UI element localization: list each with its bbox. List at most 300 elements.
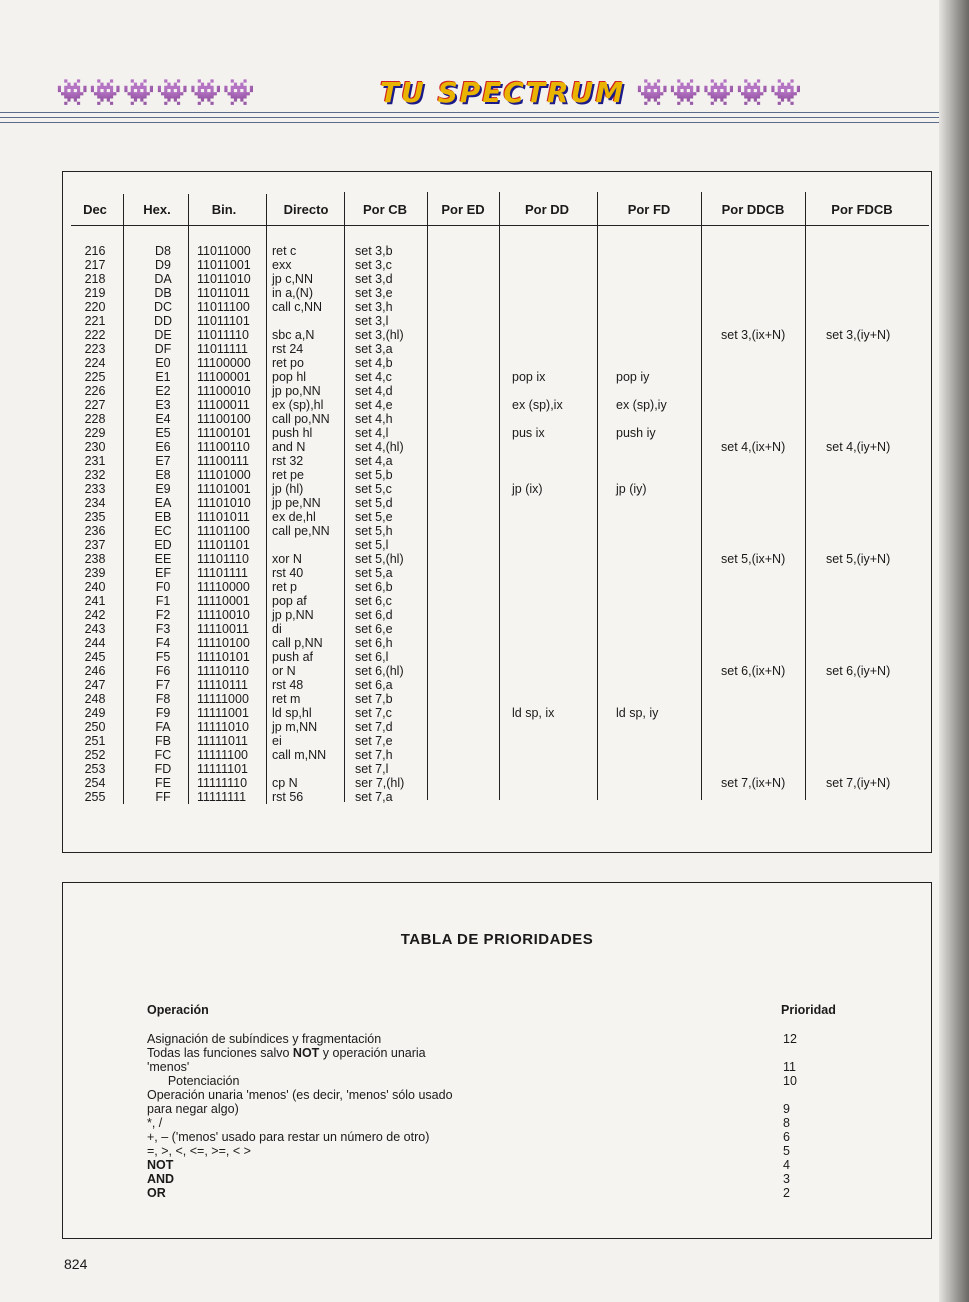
table-cell: set 6,h [355,636,393,650]
table-cell [826,482,890,496]
table-cell: set 7,a [355,790,393,804]
table-cell [512,790,563,804]
table-cell [512,286,563,300]
table-cell: 222 [84,328,106,342]
table-cell: 11011011 [197,286,250,300]
table-cell: rst 32 [272,454,304,468]
table-cell: call m,NN [272,748,327,762]
table-cell: E7 [155,454,171,468]
table-cell: set 3,(ix+N) [721,328,786,342]
table-cell: 249 [84,706,106,720]
table-cell [512,300,563,314]
table-cell: E9 [155,482,171,496]
table-cell: 11110000 [197,580,250,594]
table-cell [826,356,890,370]
table-cell [512,734,563,748]
table-cell: jp pe,NN [272,496,321,510]
table-cell: set 7,c [355,706,392,720]
table-cell [721,678,785,692]
table-cell: 232 [84,468,106,482]
table-cell: E4 [155,412,171,426]
table-cell [616,692,667,706]
column-header-hex: Hex. [143,202,171,217]
priority-row-value: 3 [783,1172,790,1186]
header-rule [0,117,940,118]
table-cell: set 6,b [355,580,393,594]
table-cell: set 4,c [355,370,392,384]
table-cell [826,468,890,482]
table-cell [616,608,667,622]
table-cell [616,594,667,608]
table-cell [616,314,667,328]
priority-row-value: 12 [783,1032,797,1046]
table-cell: 11011010 [197,272,251,286]
table-cell: 252 [84,748,106,762]
table-cell: 217 [84,258,106,272]
table-cell: 233 [84,482,106,496]
table-cell [826,258,890,272]
table-cell: 11111000 [197,692,249,706]
column-header-por-fdcb: Por FDCB [831,202,893,217]
table-cell: 11011100 [197,300,250,314]
table-cell: rst 48 [272,678,304,692]
table-cell [616,384,667,398]
table-cell [721,496,785,510]
table-cell: set 6,l [355,650,389,664]
table-cell [616,622,667,636]
table-cell [616,440,667,454]
table-cell: set 3,c [355,258,392,272]
column-header-por-fd: Por FD [627,202,671,217]
table-cell: 11101000 [197,468,251,482]
column-header-bin: Bin. [211,202,237,217]
table-cell: sbc a,N [272,328,315,342]
table-cell [616,454,667,468]
table-cell [826,342,890,356]
table-cell [721,426,785,440]
table-cell: ei [272,734,282,748]
table-cell: set 6,(ix+N) [721,664,786,678]
table-cell [826,524,890,538]
table-cell: E2 [155,384,171,398]
table-cell [826,538,890,552]
column-divider [188,194,189,804]
table-cell [616,552,667,566]
operation-header: Operación [147,1003,209,1017]
table-cell: set 4,b [355,356,393,370]
table-cell [721,748,785,762]
header-divider [71,225,929,226]
table-cell: 11101001 [197,482,251,496]
table-cell: 11011000 [197,244,251,258]
table-cell: F5 [155,650,171,664]
table-cell: DF [154,342,172,356]
table-cell: set 3,(iy+N) [826,328,891,342]
table-cell: set 7,e [355,734,393,748]
table-cell [512,412,563,426]
table-cell: DA [154,272,172,286]
table-cell: 230 [84,440,106,454]
table-cell: set 5,a [355,566,393,580]
table-cell [826,244,890,258]
table-cell: ex (sp),hl [272,398,324,412]
table-cell: 11111101 [197,762,248,776]
table-cell [721,594,785,608]
priority-table [62,882,932,1239]
table-cell: set 3,(hl) [355,328,404,342]
table-cell: 11110010 [197,608,250,622]
table-cell [616,748,667,762]
table-cell [616,412,667,426]
table-cell [512,636,563,650]
table-cell: set 7,(ix+N) [721,776,786,790]
priority-row-value: 5 [783,1144,790,1158]
table-cell: 221 [84,314,106,328]
table-cell: set 7,(iy+N) [826,776,891,790]
table-cell: 235 [84,510,106,524]
table-cell [512,468,563,482]
table-cell [616,524,667,538]
table-cell [721,286,785,300]
table-cell: 240 [84,580,106,594]
table-cell [826,692,890,706]
table-cell: set 4,d [355,384,393,398]
table-cell [826,454,890,468]
table-cell [721,706,785,720]
table-cell: F9 [155,706,171,720]
table-cell: set 3,h [355,300,393,314]
table-cell: 243 [84,622,106,636]
table-cell: 11100110 [197,440,250,454]
table-cell: ex (sp),iy [616,398,667,412]
table-cell: set 7,b [355,692,393,706]
table-cell: ret c [272,244,297,258]
table-cell: E5 [155,426,171,440]
table-cell: FC [154,748,172,762]
table-cell: set 5,(iy+N) [826,552,891,566]
table-cell: FE [155,776,171,790]
table-cell: set 5,d [355,496,393,510]
table-cell: 11101111 [197,566,248,580]
table-cell: EB [154,510,172,524]
priority-row-text: Potenciación [147,1074,240,1088]
table-cell [616,678,667,692]
table-cell [512,538,563,552]
table-cell [721,510,785,524]
column-divider [597,192,598,800]
table-cell: set 6,a [355,678,393,692]
table-cell: jp p,NN [272,608,314,622]
table-cell [721,608,785,622]
priority-row-text: Todas las funciones salvo NOT y operación unaria [147,1046,426,1060]
table-cell: set 3,e [355,286,393,300]
table-cell: 250 [84,720,106,734]
table-cell [721,272,785,286]
table-cell: set 5,(hl) [355,552,404,566]
table-cell: ret p [272,580,298,594]
table-cell: set 5,l [355,538,389,552]
priority-row-text: +, – ('menos' usado para restar un número de otro) [147,1130,430,1144]
table-cell [616,776,667,790]
column-divider [499,192,500,800]
table-cell: 231 [84,454,106,468]
table-cell: 11101110 [197,552,249,566]
table-cell [721,342,785,356]
table-cell [826,706,890,720]
table-cell: F8 [155,692,171,706]
table-cell: ret po [272,356,304,370]
priority-row-value: 6 [783,1130,790,1144]
table-cell [826,594,890,608]
table-cell: E6 [155,440,171,454]
table-cell: 227 [84,398,106,412]
table-cell: exx [272,258,292,272]
table-cell [721,370,785,384]
table-cell [512,454,563,468]
table-cell: 11111011 [197,734,248,748]
table-cell: and N [272,440,306,454]
table-cell: E3 [155,398,171,412]
table-cell [616,538,667,552]
table-cell: 11110110 [197,664,249,678]
table-cell: call po,NN [272,412,330,426]
table-cell [512,608,563,622]
table-cell: rst 24 [272,342,304,356]
table-cell [616,258,667,272]
table-cell: 248 [84,692,106,706]
table-cell: 255 [84,790,106,804]
table-cell [616,580,667,594]
table-cell [721,356,785,370]
table-cell [512,272,563,286]
priority-row-text: Operación unaria 'menos' (es decir, 'menos' sólo usado [147,1088,453,1102]
table-cell [616,300,667,314]
table-cell: jp (ix) [512,482,543,496]
table-cell [616,636,667,650]
column-header-por-cb: Por CB [362,202,408,217]
table-cell [721,258,785,272]
table-cell: 11100100 [197,412,251,426]
page-edge [939,0,969,1302]
table-cell: FA [155,720,171,734]
table-cell [616,496,667,510]
table-cell [512,762,563,776]
column-divider [344,192,345,802]
table-cell: 238 [84,552,106,566]
priority-row-value: 8 [783,1116,790,1130]
table-cell [512,328,563,342]
table-cell [721,524,785,538]
table-cell [721,398,785,412]
column-header-por-ddcb: Por DDCB [721,202,785,217]
table-cell: 11101010 [197,496,251,510]
table-cell: 11111010 [197,720,249,734]
table-cell [616,566,667,580]
table-cell: set 6,(iy+N) [826,664,891,678]
table-cell: or N [272,664,296,678]
table-cell [721,300,785,314]
table-cell: 234 [84,496,106,510]
table-cell [826,636,890,650]
table-cell: 11111111 [197,790,247,804]
table-cell [512,258,563,272]
not-keyword: NOT [292,1046,320,1060]
table-cell: set 5,b [355,468,393,482]
table-cell: 11101011 [197,510,250,524]
priority-title: TABLA DE PRIORIDADES [400,931,594,948]
table-cell [512,748,563,762]
table-cell [512,622,563,636]
table-cell: 11110100 [197,636,250,650]
table-cell: set 3,a [355,342,393,356]
table-cell: F3 [155,622,171,636]
table-cell: call pe,NN [272,524,330,538]
table-cell [721,314,785,328]
table-cell: ex de,hl [272,510,316,524]
table-cell: 246 [84,664,106,678]
table-cell [721,692,785,706]
table-cell [826,286,890,300]
table-cell [826,398,890,412]
priority-row-text: Asignación de subíndices y fragmentación [147,1032,382,1046]
column-divider [701,192,702,800]
table-cell: 236 [84,524,106,538]
invaders-right-decoration: 👾👾👾👾👾 [636,78,803,108]
column-header-por-dd: Por DD [524,202,570,217]
table-cell: E0 [155,356,171,370]
table-cell: set 7,d [355,720,393,734]
table-cell: 245 [84,650,106,664]
table-cell: push hl [272,426,313,440]
table-cell: 225 [84,370,106,384]
table-cell: set 7,h [355,748,393,762]
table-cell: 11100111 [197,454,249,468]
table-cell [826,300,890,314]
table-cell [826,426,890,440]
table-cell: E8 [155,468,171,482]
table-cell: 237 [84,538,106,552]
table-cell: F1 [155,594,171,608]
priority-row-text: =, >, <, <=, >=, < > [147,1144,251,1158]
table-cell: EA [154,496,172,510]
table-cell: DD [153,314,173,328]
table-cell [512,678,563,692]
table-cell [826,580,890,594]
table-cell: EC [154,524,172,538]
table-cell: ex (sp),ix [512,398,563,412]
table-cell: set 5,h [355,524,393,538]
column-porfd [616,244,667,804]
table-cell: 11100101 [197,426,251,440]
table-cell: set 4,(hl) [355,440,404,454]
table-cell [512,650,563,664]
table-cell [826,678,890,692]
table-cell: set 6,(hl) [355,664,404,678]
priority-row-value: 2 [783,1186,790,1200]
table-cell: ED [154,538,172,552]
table-cell [826,510,890,524]
column-divider [805,192,806,800]
table-cell: 219 [84,286,106,300]
table-cell: call c,NN [272,300,323,314]
column-header-directo: Directo [283,202,329,217]
table-cell [616,328,667,342]
table-cell [826,650,890,664]
table-cell [616,468,667,482]
table-cell: EF [155,566,171,580]
table-cell: 226 [84,384,106,398]
table-cell [616,356,667,370]
table-cell: push af [272,650,314,664]
priority-row-value: 11 [783,1060,796,1074]
table-cell: set 4,h [355,412,393,426]
table-cell: 247 [84,678,106,692]
table-cell: E1 [155,370,171,384]
table-cell: pop af [272,594,307,608]
table-cell: 11111100 [197,748,248,762]
table-cell: 11100001 [197,370,251,384]
table-cell: 11011001 [197,258,251,272]
table-cell: DC [153,300,173,314]
table-cell: EE [154,552,172,566]
table-cell: push iy [616,426,656,440]
table-cell [826,384,890,398]
table-cell: rst 40 [272,566,304,580]
priority-row-text: AND [147,1172,175,1186]
table-cell: set 5,(ix+N) [721,552,786,566]
table-cell [272,762,330,776]
table-cell: set 3,l [355,314,389,328]
table-cell: D9 [155,258,171,272]
table-cell [721,412,785,426]
table-cell: ld sp,hl [272,706,312,720]
column-divider [123,194,124,804]
table-cell [721,566,785,580]
table-cell [512,580,563,594]
table-cell: ld sp, iy [616,706,659,720]
table-cell: 11100000 [197,356,251,370]
table-cell [616,762,667,776]
column-bin [197,244,251,804]
table-cell [512,384,563,398]
column-directo [272,244,330,804]
table-cell: set 6,d [355,608,393,622]
table-cell: 218 [84,272,106,286]
header-rule [0,112,940,113]
table-cell [616,720,667,734]
column-porddcb [721,244,785,804]
table-cell: 254 [84,776,106,790]
table-cell [512,314,563,328]
table-cell [616,734,667,748]
table-cell: jp (hl) [272,482,304,496]
table-cell [512,692,563,706]
table-cell: 11111001 [197,706,249,720]
table-cell [721,244,785,258]
table-cell [826,748,890,762]
table-cell [826,314,890,328]
table-cell: D8 [155,244,171,258]
table-cell: DE [154,328,172,342]
table-cell: set 3,b [355,244,393,258]
table-cell: call p,NN [272,636,323,650]
table-cell [512,244,563,258]
table-cell: 11101101 [197,538,250,552]
table-cell: 244 [84,636,106,650]
table-cell: set 5,e [355,510,393,524]
table-cell: set 3,d [355,272,393,286]
table-cell: set 4,(iy+N) [826,440,891,454]
